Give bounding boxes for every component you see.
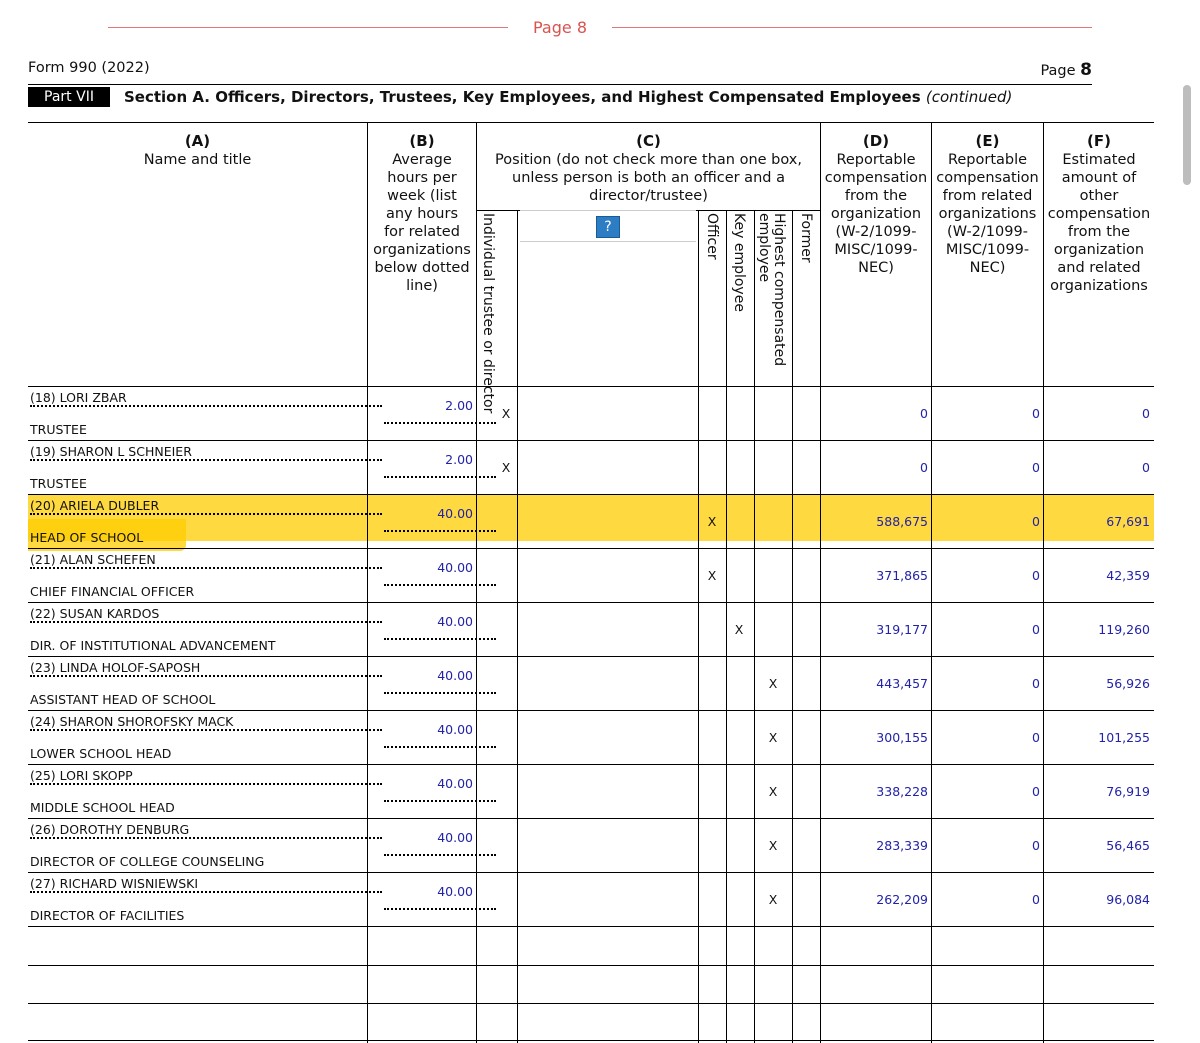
- column-f-line: organization: [1053, 242, 1145, 258]
- reportable-comp-org: 371,865: [876, 568, 928, 583]
- average-hours: 40.00: [437, 830, 473, 845]
- other-compensation: 0: [1142, 460, 1150, 475]
- person-name: (24) SHARON SHOROFSKY MACK: [30, 714, 234, 729]
- column-b-line: organizations: [373, 242, 471, 258]
- grid-line: [28, 1003, 1154, 1004]
- reportable-comp-org: 338,228: [876, 784, 928, 799]
- column-d-line: NEC): [858, 260, 894, 276]
- position-check-mark: X: [707, 568, 717, 583]
- column-c-line: director/trustee): [589, 188, 708, 204]
- average-hours: 40.00: [437, 668, 473, 683]
- column-e-line: from related: [942, 188, 1033, 204]
- person-title: DIRECTOR OF COLLEGE COUNSELING: [30, 854, 265, 869]
- position-check-mark: X: [768, 676, 778, 691]
- column-e-letter: (E): [975, 132, 1000, 150]
- average-hours: 2.00: [445, 398, 473, 413]
- column-d-line: from the: [844, 188, 908, 204]
- reportable-comp-related: 0: [1032, 514, 1040, 529]
- reportable-comp-org: 300,155: [876, 730, 928, 745]
- person-title: ASSISTANT HEAD OF SCHOOL: [30, 692, 216, 707]
- column-b-line: line): [406, 278, 438, 294]
- other-compensation: 119,260: [1098, 622, 1150, 637]
- position-check-mark: X: [768, 892, 778, 907]
- column-f-line: compensation: [1047, 206, 1151, 222]
- column-f-line: and related: [1057, 260, 1141, 276]
- form-name: Form 990 (2022): [28, 60, 150, 76]
- other-compensation: 101,255: [1098, 730, 1150, 745]
- grid-line: [28, 1040, 1154, 1041]
- reportable-comp-related: 0: [1032, 838, 1040, 853]
- person-title: TRUSTEE: [30, 422, 87, 437]
- column-d-letter: (D): [862, 132, 890, 150]
- column-d-line: organization: [830, 206, 922, 222]
- other-compensation: 56,926: [1106, 676, 1150, 691]
- dotted-leader: [30, 621, 382, 623]
- table-row: [28, 440, 1154, 494]
- reportable-comp-org: 588,675: [876, 514, 928, 529]
- part-label: Part VII: [28, 87, 110, 107]
- reportable-comp-related: 0: [1032, 784, 1040, 799]
- hours-dotted-leader: [384, 746, 496, 748]
- table-row: [28, 710, 1154, 764]
- column-b-line: Average: [392, 152, 452, 168]
- column-e-line: (W-2/1099-: [947, 224, 1028, 240]
- average-hours: 40.00: [437, 776, 473, 791]
- reportable-comp-org: 262,209: [876, 892, 928, 907]
- reportable-comp-org: 443,457: [876, 676, 928, 691]
- table-row: [28, 872, 1154, 926]
- page-label: Page: [1040, 63, 1076, 79]
- hours-dotted-leader: [384, 422, 496, 424]
- column-a-text: Name and title: [143, 152, 252, 168]
- hours-dotted-leader: [384, 584, 496, 586]
- column-f-line: Estimated: [1062, 152, 1136, 168]
- position-check-mark: X: [768, 838, 778, 853]
- page-number-value: 8: [1080, 60, 1092, 80]
- person-title: MIDDLE SCHOOL HEAD: [30, 800, 175, 815]
- reportable-comp-related: 0: [1032, 892, 1040, 907]
- other-compensation: 0: [1142, 406, 1150, 421]
- column-f-line: organizations: [1050, 278, 1148, 294]
- reportable-comp-related: 0: [1032, 568, 1040, 583]
- reportable-comp-org: 283,339: [876, 838, 928, 853]
- hours-dotted-leader: [384, 476, 496, 478]
- person-name: (19) SHARON L SCHNEIER: [30, 444, 192, 459]
- reportable-comp-related: 0: [1032, 406, 1040, 421]
- position-check-mark: X: [501, 460, 511, 475]
- part-continued: (continued): [925, 88, 1013, 106]
- grid-line: [28, 926, 1154, 927]
- position-check-mark: X: [768, 730, 778, 745]
- person-name: (23) LINDA HOLOF-SAPOSH: [30, 660, 201, 675]
- column-e-line: NEC): [969, 260, 1006, 276]
- column-c-highest-compensated: Highest compensated employee: [756, 213, 787, 367]
- hours-dotted-leader: [384, 800, 496, 802]
- reportable-comp-org: 0: [920, 406, 928, 421]
- column-d-line: (W-2/1099-: [835, 224, 917, 240]
- average-hours: 40.00: [437, 884, 473, 899]
- person-title: HEAD OF SCHOOL: [30, 530, 144, 545]
- column-header-b: [368, 132, 476, 295]
- column-header-c: [477, 132, 820, 205]
- grid-line: [28, 965, 1154, 966]
- dotted-leader: [30, 783, 382, 785]
- column-f-letter: (F): [1087, 132, 1111, 150]
- person-name: (22) SUSAN KARDOS: [30, 606, 160, 621]
- hours-dotted-leader: [384, 908, 496, 910]
- column-header-f: [1044, 132, 1154, 295]
- person-title: DIRECTOR OF FACILITIES: [30, 908, 185, 923]
- table-row: [28, 818, 1154, 872]
- dotted-leader: [30, 675, 382, 677]
- average-hours: 40.00: [437, 560, 473, 575]
- table-row: [28, 656, 1154, 710]
- column-c-line: Position (do not check more than one box,: [495, 152, 802, 168]
- grid-line: [28, 122, 1154, 123]
- column-e-line: Reportable: [947, 152, 1028, 168]
- person-name: (25) LORI SKOPP: [30, 768, 133, 783]
- person-name: (26) DOROTHY DENBURG: [30, 822, 190, 837]
- dotted-leader: [30, 513, 382, 515]
- person-title: CHIEF FINANCIAL OFFICER: [30, 584, 195, 599]
- position-check-mark: X: [501, 406, 511, 421]
- dotted-leader: [30, 891, 382, 893]
- average-hours: 40.00: [437, 506, 473, 521]
- person-title: LOWER SCHOOL HEAD: [30, 746, 172, 761]
- reportable-comp-related: 0: [1032, 622, 1040, 637]
- column-f-line: from the: [1067, 224, 1131, 240]
- dotted-leader: [30, 837, 382, 839]
- dotted-leader: [30, 729, 382, 731]
- reportable-comp-related: 0: [1032, 460, 1040, 475]
- other-compensation: 67,691: [1106, 514, 1150, 529]
- column-b-line: below dotted: [374, 260, 470, 276]
- column-c-individual-trustee: Individual trustee or director: [480, 213, 496, 414]
- column-c-key-employee: Key employee: [731, 213, 747, 312]
- other-compensation: 42,359: [1106, 568, 1150, 583]
- person-title: DIR. OF INSTITUTIONAL ADVANCEMENT: [30, 638, 276, 653]
- reportable-comp-related: 0: [1032, 730, 1040, 745]
- part-title-text: Section A. Officers, Directors, Trustees, Key Employees, and Highest Compensated Employees: [124, 88, 921, 106]
- column-header-e: [932, 132, 1043, 277]
- position-check-mark: X: [768, 784, 778, 799]
- column-f-line: other: [1079, 188, 1119, 204]
- position-check-mark: X: [734, 622, 744, 637]
- table-row: [28, 602, 1154, 656]
- average-hours: 2.00: [445, 452, 473, 467]
- column-c-former: Former: [798, 213, 814, 263]
- person-name: (20) ARIELA DUBLER: [30, 498, 160, 513]
- reportable-comp-related: 0: [1032, 676, 1040, 691]
- reportable-comp-org: 319,177: [876, 622, 928, 637]
- dotted-leader: [30, 567, 382, 569]
- column-b-letter: (B): [409, 132, 435, 150]
- reportable-comp-org: 0: [920, 460, 928, 475]
- hours-dotted-leader: [384, 638, 496, 640]
- person-title: TRUSTEE: [30, 476, 87, 491]
- column-e-line: MISC/1099-: [945, 242, 1030, 258]
- position-check-mark: X: [707, 514, 717, 529]
- column-b-line: week (list: [387, 188, 457, 204]
- person-name: (27) RICHARD WISNIEWSKI: [30, 876, 199, 891]
- column-b-line: hours per: [387, 170, 457, 186]
- column-e-line: organizations: [938, 206, 1037, 222]
- other-compensation: 96,084: [1106, 892, 1150, 907]
- column-c-officer: Officer: [704, 213, 720, 260]
- hours-dotted-leader: [384, 530, 496, 532]
- column-c-letter: (C): [636, 132, 661, 150]
- table-row: [28, 494, 1154, 548]
- column-c-line: unless person is both an officer and a: [512, 170, 785, 186]
- column-b-line: for related: [384, 224, 460, 240]
- column-f-line: amount of: [1061, 170, 1137, 186]
- table-row: [28, 548, 1154, 602]
- column-e-line: compensation: [936, 170, 1039, 186]
- average-hours: 40.00: [437, 722, 473, 737]
- column-header-d: [821, 132, 931, 277]
- column-d-line: MISC/1099-: [834, 242, 918, 258]
- average-hours: 40.00: [437, 614, 473, 629]
- table-row: [28, 764, 1154, 818]
- dotted-leader: [30, 459, 382, 461]
- person-name: (18) LORI ZBAR: [30, 390, 127, 405]
- other-compensation: 76,919: [1106, 784, 1150, 799]
- table-row: [28, 386, 1154, 440]
- column-d-line: compensation: [824, 170, 928, 186]
- help-icon[interactable]: ?: [596, 216, 620, 238]
- hours-dotted-leader: [384, 854, 496, 856]
- other-compensation: 56,465: [1106, 838, 1150, 853]
- column-b-line: any hours: [385, 206, 459, 222]
- person-name: (21) ALAN SCHEFEN: [30, 552, 156, 567]
- column-header-a: [40, 132, 355, 169]
- column-a-letter: (A): [184, 132, 211, 150]
- dotted-leader: [30, 405, 382, 407]
- column-d-line: Reportable: [836, 152, 916, 168]
- hours-dotted-leader: [384, 692, 496, 694]
- page-marker-label: Page 8: [533, 18, 587, 37]
